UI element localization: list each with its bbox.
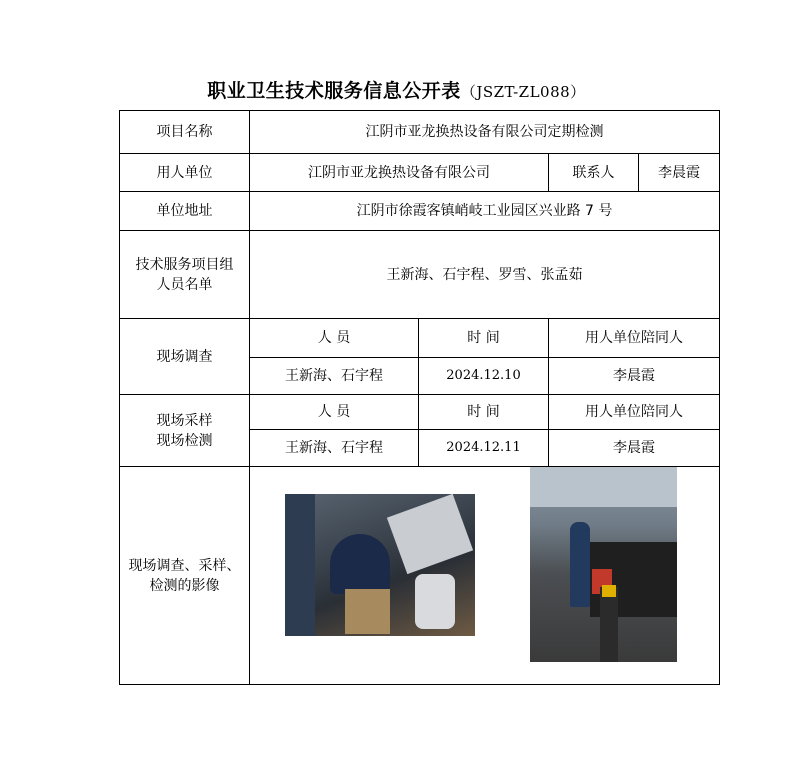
survey-header-time: 时 间 xyxy=(419,319,549,358)
document-title xyxy=(0,76,793,103)
survey-person: 王新海、石宇程 xyxy=(250,358,419,395)
survey-companion: 李晨霞 xyxy=(549,358,720,395)
row-team xyxy=(120,231,720,319)
row-project-name xyxy=(120,111,720,154)
sampling-header-companion: 用人单位陪同人 xyxy=(549,395,720,430)
sampling-label-line-2: 现场检测 xyxy=(156,432,213,449)
sampling-person: 王新海、石宇程 xyxy=(250,430,419,467)
sampling-companion: 李晨霞 xyxy=(549,430,720,467)
site-photo-detection xyxy=(530,467,677,662)
employer-label: 用人单位 xyxy=(120,154,250,192)
survey-header-companion: 用人单位陪同人 xyxy=(549,319,720,358)
title-code: （JSZT-ZL088） xyxy=(460,83,586,101)
team-value: 王新海、石宇程、罗雪、张孟茹 xyxy=(250,231,720,319)
sampling-label xyxy=(120,395,250,467)
address-value: 江阴市徐霞客镇峭岐工业园区兴业路 7 号 xyxy=(250,192,720,231)
sampling-header-person: 人 员 xyxy=(250,395,419,430)
row-employer xyxy=(120,154,720,192)
sampling-label-line-1: 现场采样 xyxy=(156,412,213,429)
survey-header-person: 人 员 xyxy=(250,319,419,358)
employer-value: 江阴市亚龙换热设备有限公司 xyxy=(250,154,549,192)
project-name-label: 项目名称 xyxy=(120,111,250,154)
row-images xyxy=(120,467,720,685)
team-label: 技术服务项目组人员名单 xyxy=(120,231,250,319)
sampling-header-time: 时 间 xyxy=(419,395,549,430)
contact-label: 联系人 xyxy=(549,154,639,192)
info-table xyxy=(119,110,720,685)
contact-value: 李晨霞 xyxy=(639,154,720,192)
row-address xyxy=(120,192,720,231)
survey-label: 现场调查 xyxy=(120,319,250,395)
sampling-time: 2024.12.11 xyxy=(419,430,549,467)
images-label: 现场调查、采样、检测的影像 xyxy=(120,467,250,685)
project-name-value: 江阴市亚龙换热设备有限公司定期检测 xyxy=(250,111,720,154)
row-survey-header xyxy=(120,319,720,358)
title-main: 职业卫生技术服务信息公开表 xyxy=(207,80,461,102)
photo-area xyxy=(250,467,719,684)
row-sampling-header xyxy=(120,395,720,430)
survey-time: 2024.12.10 xyxy=(419,358,549,395)
images-cell xyxy=(250,467,720,685)
site-photo-survey xyxy=(285,494,475,636)
address-label: 单位地址 xyxy=(120,192,250,231)
